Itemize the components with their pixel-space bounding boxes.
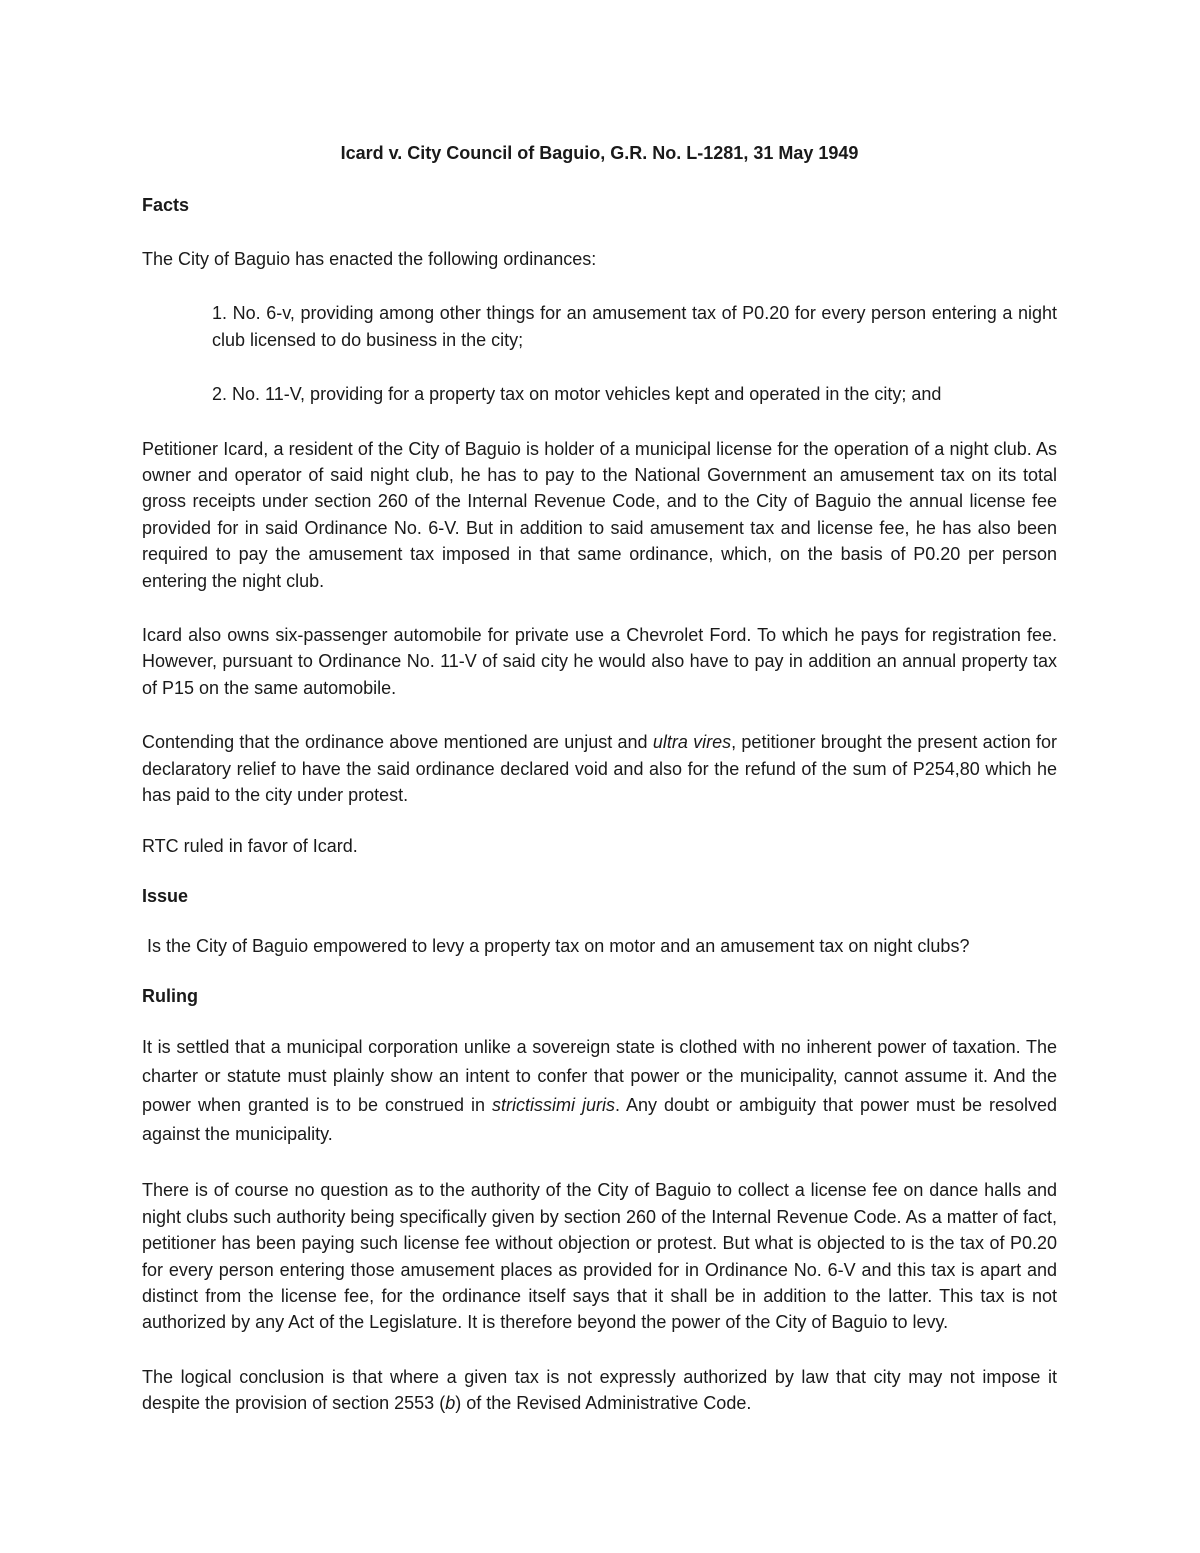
ruling-paragraph-2: There is of course no question as to the authority of the City of Baguio to collect a license fee on dance halls and night clubs such authority being specifically given by section 260 of the Internal Revenue Code. As a matter of fact, petitioner has been paying such license fee without objection or protest. But what is objected to is the tax of P0.20 for every person entering those amusement places as provided for in Ordinance No. 6-V and this tax is apart and distinct from the license fee, for the ordinance itself says that it shall be in addition to the latter. This tax is not authorized by any Act of the Legislature. It is therefore beyond the power of the City of Baguio to levy.	[142, 1180, 1057, 1333]
ordinance-item-2: 2. No. 11-V, providing for a property tax on motor vehicles kept and operated in the city; and	[212, 384, 942, 405]
ruling-paragraph-1-end: . Any doubt or ambiguity that power must be resolved against the municipality.	[142, 1095, 1057, 1145]
facts-paragraph-1: Petitioner Icard, a resident of the City of Baguio is holder of a municipal license for the operation of a night club. As owner and operator of said night club, he has to pay to the National Government an amusement tax on its total gross receipts under section 260 of the Internal Revenue Code, and to the City of Baguio the annual license fee provided for in said Ordinance No. 6-V. But in addition to said amusement tax and license fee, he has also been required to pay the amusement tax imposed in that same ordinance, which, on the basis of P0.20 per person entering the night club.	[142, 438, 1057, 591]
case-title: Icard v. City Council of Baguio, G.R. No. L-1281, 31 May 1949	[340, 143, 859, 163]
ruling-heading: Ruling	[142, 986, 198, 1007]
strictissimi-juris-term: strictissimi juris	[492, 1095, 615, 1116]
facts-intro: The City of Baguio has enacted the following ordinances:	[142, 249, 597, 269]
ruling-paragraph-3	[142, 1364, 1057, 1417]
issue-text: Is the City of Baguio empowered to levy a property tax on motor and an amusement tax on night clubs?	[142, 935, 970, 956]
ruling-paragraph-1-start: It is settled that a municipal corporation unlike a sovereign state is clothed with no inherent power of taxation. The charter or statute must plainly show an intent to confer that power or the municipality, cannot assume it. And the power when granted is to be construed in	[142, 1037, 1057, 1116]
ultra-vires-term: ultra vires	[652, 732, 732, 753]
ruling-paragraph-1	[142, 1033, 1057, 1149]
facts-paragraph-3	[142, 729, 1057, 808]
ordinance-item-1: 1. No. 6-v, providing among other things for an amusement tax of P0.20 for every person entering a night club licensed to do business in the city;	[212, 303, 1057, 350]
document-page	[142, 140, 1057, 1417]
subsection-b-term: b	[445, 1393, 456, 1414]
ruling-paragraph-3-start: The logical conclusion is that where a given tax is not expressly authorized by law that city may not impose it despite the provision of section 2553 (	[142, 1366, 1057, 1414]
facts-paragraph-2: Icard also owns six-passenger automobile for private use a Chevrolet Ford. To which he pays for registration fee. However, pursuant to Ordinance No. 11-V of said city he would also have to pay in addition an annual property tax of P15 on the same automobile.	[142, 625, 1057, 698]
ruling-paragraph-3-end: ) of the Revised Administrative Code.	[455, 1393, 752, 1414]
issue-heading: Issue	[142, 885, 189, 906]
facts-paragraph-3-end: , petitioner brought the present action for declaratory relief to have the said ordinance declared void and also for the refund of the sum of P254,80 which he has paid to the city under protest.	[142, 732, 1057, 806]
facts-paragraph-4: RTC ruled in favor of Icard.	[142, 835, 358, 856]
facts-paragraph-3-start: Contending that the ordinance above mentioned are unjust and	[142, 732, 653, 753]
facts-heading: Facts	[142, 195, 190, 215]
